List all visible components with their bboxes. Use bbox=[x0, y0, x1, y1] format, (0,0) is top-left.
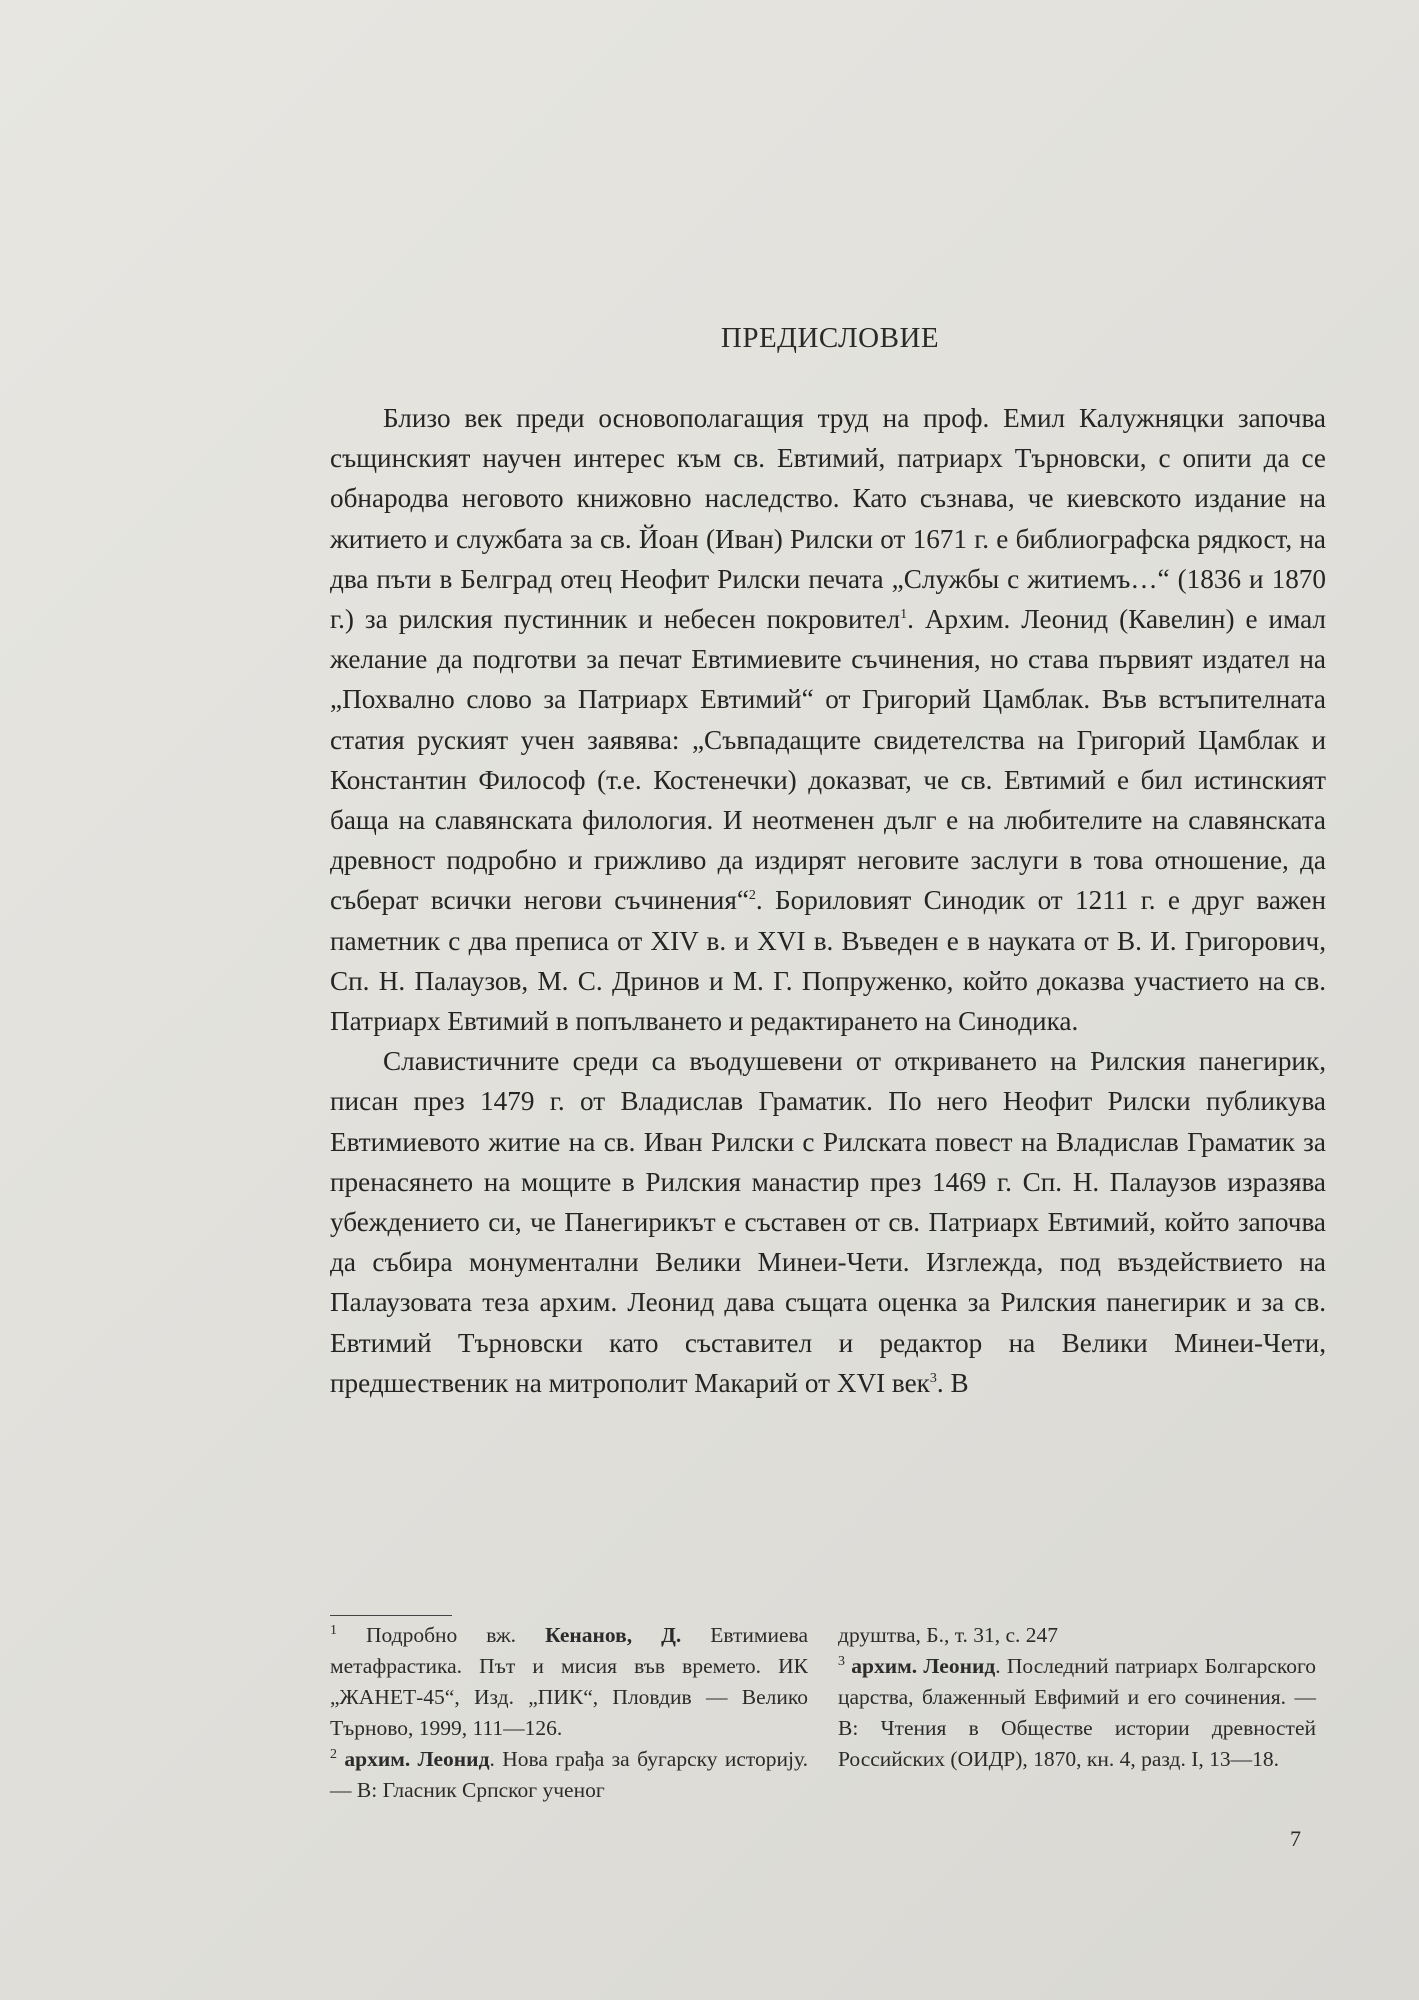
paragraph-1-part-1: Близо век преди основополагащия труд на проф. Емил Калужняцки започва същинският научен интерес към св. Евтимий, патриарх Търновски, с опити да се обнародва неговото книжовно наследство. Като съзнава, че киевското издание на житието и службата за св. Йоан (Иван) Рилски от 1671 г. е библиографска рядкост, на два пъти в Белград отец Неофит Рилски печата „Службы с житиемъ…“ (1836 и 1870 г.) за рилския пустинник и небесен покровител bbox=[330, 403, 1326, 635]
footnote-1 bbox=[330, 1620, 808, 1744]
main-text bbox=[330, 398, 1326, 1403]
paragraph-1-part-3: . Бориловият Синодик от 1211 г. е друг важен паметник с два преписа от XIV в. и XVI в. Въведен е в науката от В. И. Григорович, Сп. Н. Палаузов, М. С. Дринов и М. Г. Попруженко, който доказва участието на св. Патриарх Евтимий в попълването и редактирането на Синодика. bbox=[330, 885, 1326, 1037]
footnotes-right-column bbox=[838, 1620, 1316, 1806]
footnote-2 bbox=[330, 1744, 808, 1806]
paragraph-2 bbox=[330, 1041, 1326, 1403]
footnote-3-number: 3 bbox=[838, 1653, 845, 1669]
footnote-3-text: . Последний патриарх Болгарского царства, блаженный Евфимий и его сочинения. — В: Чтения в Обществе истории древностей Российских (ОИДР), 1870, кн. 4, разд. I, 13—18. bbox=[838, 1654, 1316, 1771]
footnote-2-continued: друштва, Б., т. 31, с. 247 bbox=[838, 1623, 1059, 1647]
footnote-divider bbox=[330, 1615, 452, 1616]
paragraph-2-part-2: . В bbox=[936, 1367, 969, 1398]
paragraph-1 bbox=[330, 398, 1326, 1041]
footnote-3 bbox=[838, 1651, 1316, 1775]
footnote-3-author: архим. Леонид bbox=[851, 1654, 996, 1678]
paragraph-2-part-1: Славистичните среди са въодушевени от откриването на Рилския панегирик, писан през 1479 г. от Владислав Граматик. По него Неофит Рилски публикува Евтимиевото житие на св. Иван Рилски с Рилската повест на Владислав Граматик за пренасянето на мощите в Рилския манастир през 1469 г. Сп. Н. Палаузов изразява убеждението си, че Панегирикът е съставен от св. Патриарх Евтимий, който започва да събира монументални Велики Минеи-Чети. Изглежда, под въздействието на Палаузовата теза архим. Леонид дава същата оценка за Рилския панегирик и за св. Евтимий Търновски като съставител и редактор на Велики Минеи-Чети, предшественик на митрополит Макарий от XVI век bbox=[330, 1046, 1326, 1398]
footnote-2-number: 2 bbox=[330, 1746, 337, 1762]
footnote-1-author: Кенанов, Д. bbox=[545, 1623, 682, 1647]
footnote-2-text: . Нова грађа за бугарску историју. — В: Гласник Српског ученог bbox=[330, 1747, 809, 1802]
footnotes bbox=[330, 1620, 1326, 1806]
page-title: ПРЕДИСЛОВИЕ bbox=[720, 322, 940, 354]
page-number: 7 bbox=[1290, 1826, 1301, 1851]
footnote-2-author: архим. Леонид bbox=[344, 1747, 490, 1771]
footnote-ref-1: 1 bbox=[900, 606, 908, 622]
footnote-1-text: Евтимиева метафрастика. Път и мисия във времето. ИК „ЖАНЕТ-45“, Изд. „ПИК“, Пловдив — Велико Търново, 1999, 111—126. bbox=[330, 1623, 808, 1740]
footnote-1-number: 1 bbox=[330, 1622, 337, 1638]
footnote-ref-3: 3 bbox=[929, 1370, 937, 1386]
footnotes-left-column bbox=[330, 1620, 808, 1806]
footnote-1-lead: Подробно вж. bbox=[337, 1623, 546, 1647]
paragraph-1-part-2: . Архим. Леонид (Кавелин) е имал желание да подготви за печат Евтимиевите съчинения, но става първият издател на „Похвално слово за Патриарх Евтимий“ от Григорий Цамблак. Във встъпителната статия руският учен заявява: „Съвпадащите свидетелства на Григорий Цамблак и Константин Философ (т.е. Костенечки) доказват, че св. Евтимий е бил истинският баща на славянската филология. И неотменен дълг е на любителите на славянската древност подробно и грижливо да издирят неговите заслуги в това отношение, да съберат всички негови съчинения“ bbox=[330, 604, 1327, 916]
footnote-ref-2: 2 bbox=[748, 888, 756, 904]
